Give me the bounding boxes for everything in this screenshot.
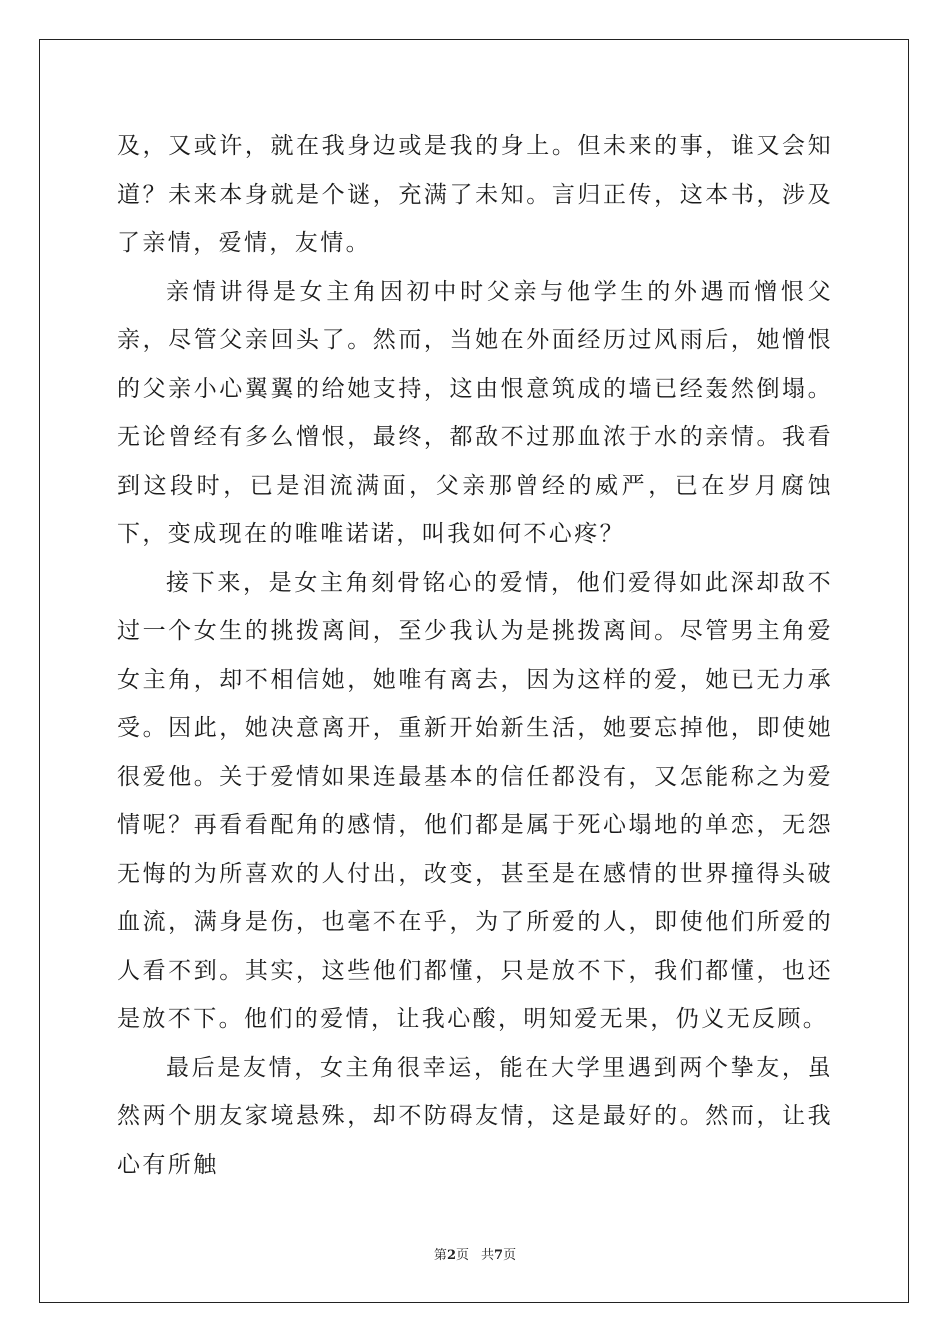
page-prefix: 第 (433, 1248, 447, 1263)
total-pages: 7 (494, 1248, 504, 1263)
document-body (117, 122, 833, 1189)
paragraph-1: 及，又或许，就在我身边或是我的身上。但未来的事，谁又会知道？未来本身就是个谜，充满了未知。言归正传，这本书，涉及了亲情，爱情，友情。 (117, 133, 833, 256)
page-footer (0, 1247, 950, 1265)
page-number-label (434, 1248, 469, 1263)
page-suffix: 页 (455, 1248, 469, 1263)
total-suffix: 页 (503, 1248, 517, 1263)
page-number: 2 (446, 1248, 456, 1263)
total-prefix: 共 (481, 1248, 495, 1263)
total-pages-label (481, 1248, 516, 1263)
paragraph-2: 亲情讲得是女主角因初中时父亲与他学生的外遇而憎恨父亲，尽管父亲回头了。然而，当她在外面经历过风雨后，她憎恨的父亲小心翼翼的给她支持，这由恨意筑成的墙已经轰然倒塌。无论曾经有多么憎恨，最终，都敌不过那血浓于水的亲情。我看到这段时，已是泪流满面，父亲那曾经的威严，已在岁月腐蚀下，变成现在的唯唯诺诺，叫我如何不心疼？ (117, 278, 833, 547)
paragraph-4: 最后是友情，女主角很幸运，能在大学里遇到两个挚友，虽然两个朋友家境悬殊，却不防碍友情，这是最好的。然而，让我心有所触 (117, 1054, 833, 1178)
paragraph-3: 接下来，是女主角刻骨铭心的爱情，他们爱得如此深却敌不过一个女生的挑拨离间，至少我认为是挑拨离间。尽管男主角爱女主角，却不相信她，她唯有离去，因为这样的爱，她已无力承受。因此，她决意离开，重新开始新生活，她要忘掉他，即使她很爱他。关于爱情如果连最基本的信任都没有，又怎能称之为爱情呢？再看看配角的感情，他们都是属于死心塌地的单恋，无怨无悔的为所喜欢的人付出，改变，甚至是在感情的世界撞得头破血流，满身是伤，也毫不在乎，为了所爱的人，即使他们所爱的人看不到。其实，这些他们都懂，只是放不下，我们都懂，也还是放不下。他们的爱情，让我心酸，明知爱无果，仍义无反顾。 (117, 569, 833, 1032)
